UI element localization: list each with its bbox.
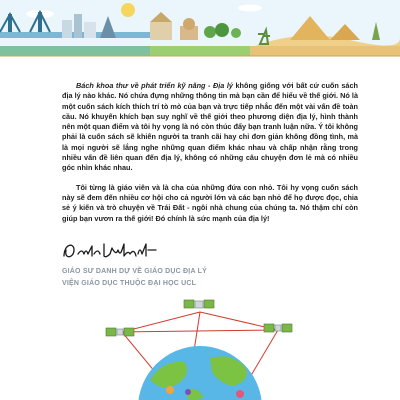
letter-paragraph-1: [62, 81, 358, 174]
person-icon: [236, 390, 244, 398]
landscape-banner: [0, 0, 400, 66]
satellite-icon-left: [106, 328, 134, 336]
letter-body: [62, 81, 358, 224]
author-institution: VIỆN GIÁO DỤC THUỘC ĐẠI HỌC UCL: [62, 280, 197, 287]
author-title: GIÁO SƯ DANH DỰ VỀ GIÁO DỤC ĐỊA LÝ: [62, 268, 207, 275]
satellite-icon-right: [264, 324, 292, 332]
book-title-lead: Bách khoa thư về phát triển kỹ năng - Địa lý: [76, 81, 233, 90]
person-icon: [166, 386, 174, 394]
satellite-icon-top: [184, 300, 214, 308]
paragraph-1-text: không giống với bất cứ cuốn sách địa lý nào khác. Nó chứa đựng những thông tin mà bạn cần để hiểu về thế giới. Nó là một cuốn sách kích thích trí tò mò của bạn và trực tiếp nhắc đến một vài vấn đề toàn cầu. Nó khuyến khích bạn suy nghĩ về thế giới theo phương diện địa lý, hình thành nên một quan điểm và tôi hy vọng là nó còn thúc đẩy bạn tranh luận nữa. Ý tôi không phải là cuốn sách sẽ khiến người ta tranh cãi hay chỉ đơn giản không đồng tình, mà là mọi người sẽ lắng nghe những quan điểm khác nhau và chấp nhận rằng trong nhiều vấn đề liên quan đến địa lý, không có những câu chuyện đơn lẻ mà có nhiều góc nhìn khác nhau.: [62, 81, 358, 173]
signature: [60, 236, 160, 264]
globe-satellite-illustration: [100, 290, 300, 400]
letter-paragraph-2: Tôi từng là giáo viên và là cha của những đứa con nhỏ. Tôi hy vọng cuốn sách này sẽ đem đến nhiều cơ hội cho cả người lớn và các bạn nhỏ để họ được đọc, chia sẻ ý kiến và trò chuyện về Trái Đất - ngôi nhà chung của chúng ta. Nó thậm chí còn giúp bạn vươn ra thế giới! Đó chính là sức mạnh của địa lý!: [62, 182, 358, 223]
person-icon: [185, 389, 191, 395]
